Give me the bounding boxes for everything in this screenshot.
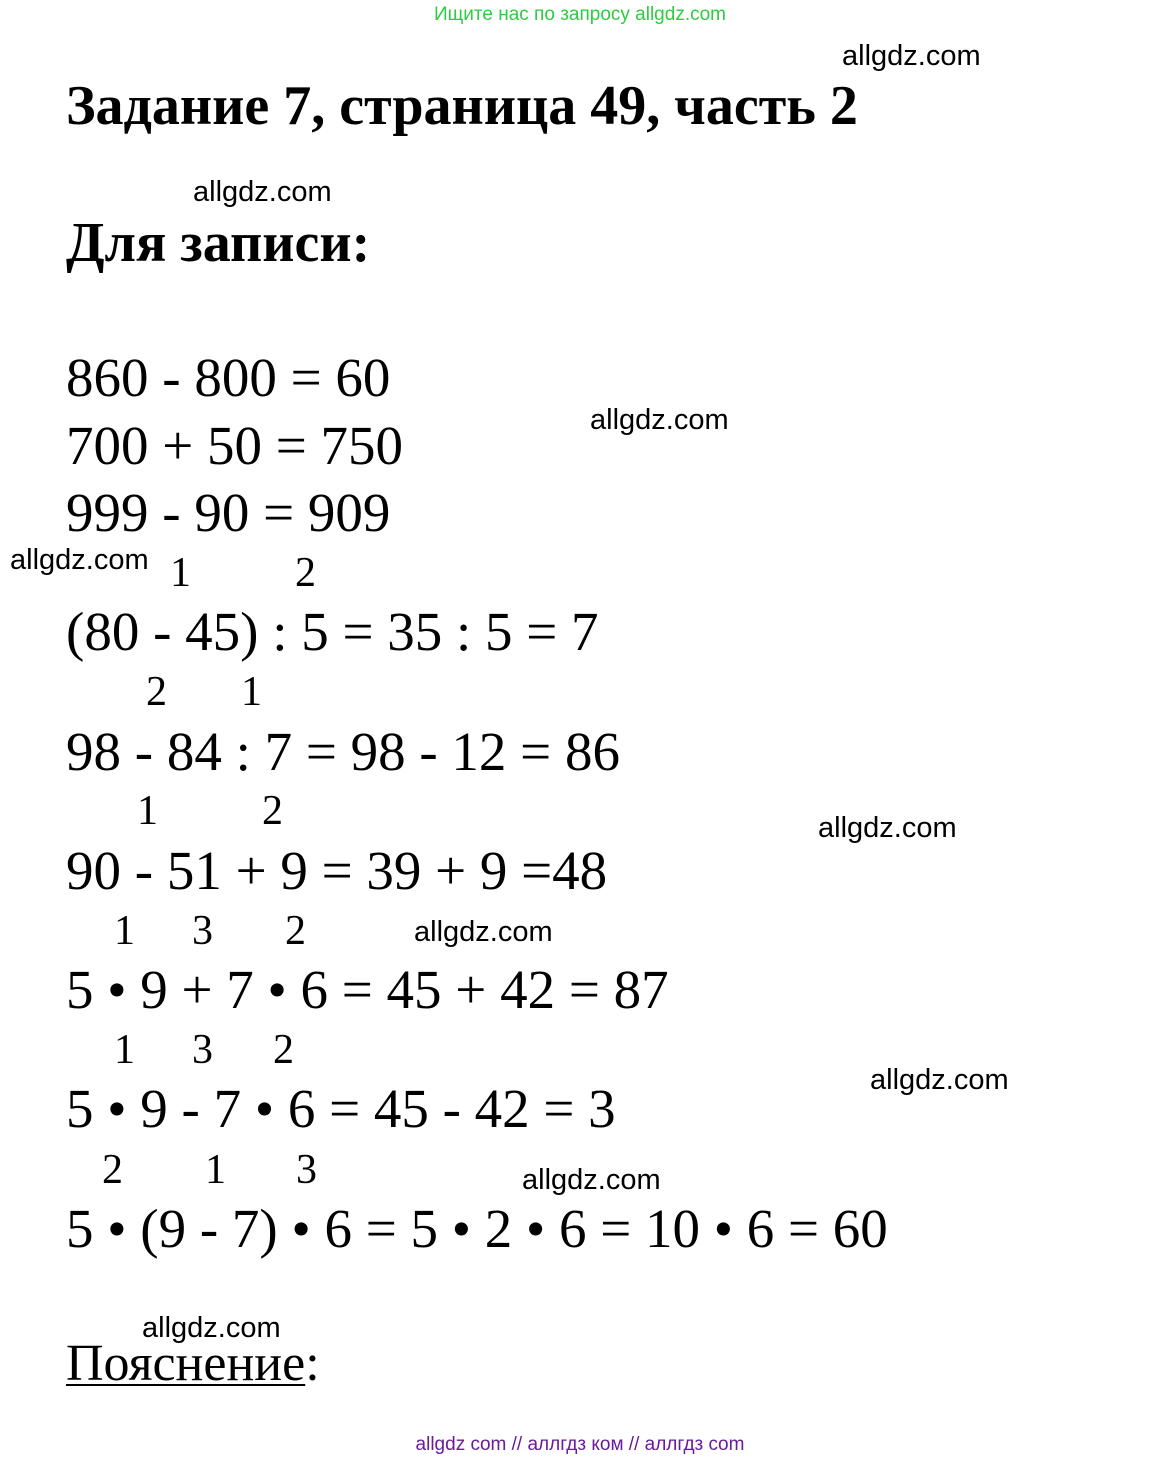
watermark: allgdz.com [818, 812, 957, 844]
equation-1: 860 - 800 = 60 [66, 347, 391, 408]
equation-9: 5 • (9 - 7) • 6 = 5 • 2 • 6 = 10 • 6 = 60 [66, 1198, 888, 1259]
equation-3: 999 - 90 = 909 [66, 482, 391, 543]
section-heading: Для записи: [66, 212, 371, 274]
watermark: allgdz.com [870, 1064, 1009, 1096]
order-mark: 2 [273, 1027, 294, 1073]
watermark: allgdz.com [10, 544, 149, 576]
order-mark: 3 [296, 1147, 317, 1193]
order-mark: 2 [285, 908, 306, 954]
watermark: allgdz.com [590, 404, 729, 436]
order-mark: 1 [114, 908, 135, 954]
watermark: allgdz.com [193, 176, 332, 208]
equation-5: 98 - 84 : 7 = 98 - 12 = 86 [66, 721, 620, 782]
equation-2: 700 + 50 = 750 [66, 415, 404, 476]
explanation-label: Пояснение [66, 1335, 306, 1392]
order-mark: 1 [114, 1027, 135, 1073]
order-mark: 2 [146, 669, 167, 715]
order-mark: 1 [241, 669, 262, 715]
order-mark: 2 [262, 788, 283, 834]
order-mark: 3 [192, 908, 213, 954]
bottom-banner[interactable]: allgdz com // аллгдз ком // аллгдз com [415, 1434, 745, 1455]
watermark: allgdz.com [522, 1164, 661, 1196]
order-mark: 3 [192, 1027, 213, 1073]
equation-8: 5 • 9 - 7 • 6 = 45 - 42 = 3 [66, 1078, 616, 1139]
watermark: allgdz.com [414, 916, 553, 948]
top-banner[interactable]: Ищите нас по запросу allgdz.com [433, 4, 726, 25]
explanation-colon: : [305, 1335, 320, 1392]
equation-4: (80 - 45) : 5 = 35 : 5 = 7 [66, 601, 599, 662]
order-mark: 1 [205, 1147, 226, 1193]
order-mark: 1 [170, 550, 191, 596]
equation-7: 5 • 9 + 7 • 6 = 45 + 42 = 87 [66, 959, 669, 1020]
watermark: allgdz.com [842, 40, 981, 72]
watermark: allgdz.com [142, 1312, 281, 1344]
order-mark: 2 [295, 550, 316, 596]
explanation-heading [66, 1335, 320, 1392]
equation-6: 90 - 51 + 9 = 39 + 9 =48 [66, 840, 608, 901]
order-mark: 1 [137, 788, 158, 834]
order-mark: 2 [102, 1147, 123, 1193]
page-title: Задание 7, страница 49, часть 2 [66, 75, 858, 137]
